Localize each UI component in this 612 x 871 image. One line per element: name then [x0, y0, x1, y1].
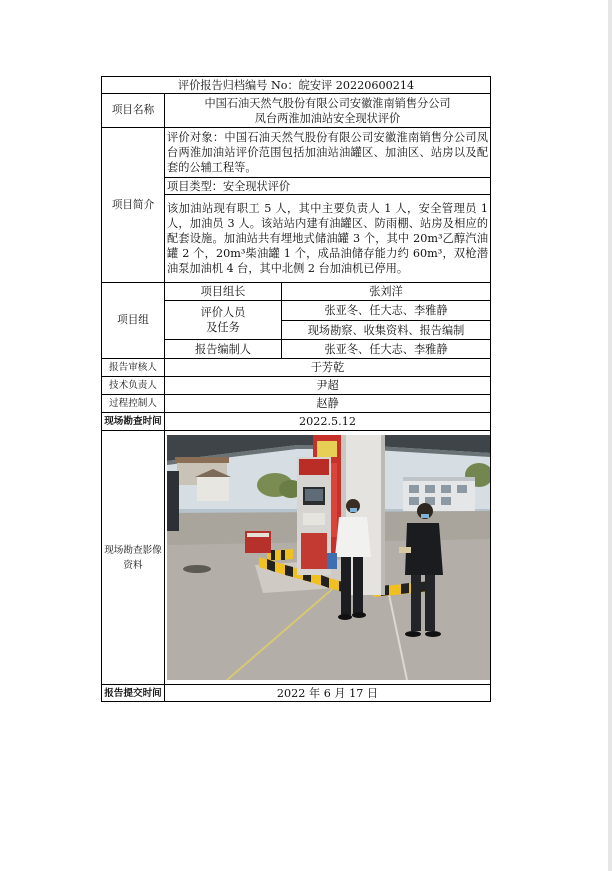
- team-members-value: 张亚冬、任大志、李雅静: [282, 301, 491, 321]
- reviewer-label: 报告审核人: [102, 359, 165, 377]
- project-team-label: 项目组: [102, 283, 165, 359]
- submit-time-label: 报告提交时间: [102, 685, 165, 702]
- survey-time-label: 现场勘查时间: [102, 413, 165, 431]
- team-members-label: [165, 301, 282, 340]
- archive-number: 评价报告归档编号 No：皖安评 20220600214: [102, 77, 491, 94]
- team-leader-value: 张刘洋: [282, 283, 491, 301]
- reviewer-value: 于芳乾: [165, 359, 491, 377]
- site-photo-label-line2: 资料: [123, 559, 143, 571]
- survey-time-value: 2022.5.12: [165, 413, 491, 431]
- site-photo-label: [102, 431, 165, 685]
- project-name-line1: 中国石油天然气股份有限公司安徽淮南销售分公司: [204, 96, 451, 110]
- project-summary-label: 项目简介: [102, 128, 165, 283]
- tech-lead-value: 尹超: [165, 377, 491, 395]
- project-name-line2: 凤台两淮加油站安全现状评价: [254, 111, 401, 125]
- reviewer-row: [102, 359, 491, 377]
- archive-row: [102, 77, 491, 94]
- submit-time-value: 2022 年 6 月 17 日: [165, 685, 491, 702]
- site-photo-row: [102, 431, 491, 685]
- process-controller-label: 过程控制人: [102, 395, 165, 413]
- project-scope-row: [102, 128, 491, 178]
- report-writers-label: 报告编制人: [165, 340, 282, 359]
- team-members-label-line1: 评价人员: [200, 306, 246, 319]
- evaluation-scope: 评价对象：中国石油天然气股份有限公司安徽淮南销售分公司凤台两淮加油站评价范围包括加油站油罐区、加油区、站房以及配套的公辅工程等。: [165, 128, 491, 178]
- project-name-value: [165, 94, 491, 128]
- report-writers-value: 张亚冬、任大志、李雅静: [282, 340, 491, 359]
- survey-time-row: [102, 413, 491, 431]
- team-leader-label: 项目组长: [165, 283, 282, 301]
- submit-time-row: [102, 685, 491, 702]
- evaluation-report-table: [101, 76, 491, 702]
- process-controller-value: 赵静: [165, 395, 491, 413]
- page-edge: [608, 0, 612, 871]
- project-name-row: [102, 94, 491, 128]
- site-photo-label-line1: 现场勘查影像: [104, 544, 162, 556]
- team-leader-row: [102, 283, 491, 301]
- site-survey-photo: [167, 435, 491, 680]
- process-controller-row: [102, 395, 491, 413]
- tech-lead-row: [102, 377, 491, 395]
- tech-lead-label: 技术负责人: [102, 377, 165, 395]
- site-photo-cell: [165, 431, 491, 685]
- project-type: 项目类型：安全现状评价: [165, 178, 491, 195]
- project-description: 该加油站现有职工 5 人，其中主要负责人 1 人，安全管理员 1 人，加油员 3 人。该站站内建有油罐区、防雨棚、站房及相应的配套设施。加油站共有埋地式储油罐 3 个，其中 20m³乙醇汽油罐 2 个，20m³柴油罐 1 个，成品油储存能力约 60m³，双枪潜油泵加油机 4 台，其中北侧 2 台加油机已停用。: [165, 195, 491, 283]
- team-members-label-line2: 及任务: [206, 321, 240, 334]
- team-tasks-value: 现场勘察、收集资料、报告编制: [282, 321, 491, 340]
- project-name-label: 项目名称: [102, 94, 165, 128]
